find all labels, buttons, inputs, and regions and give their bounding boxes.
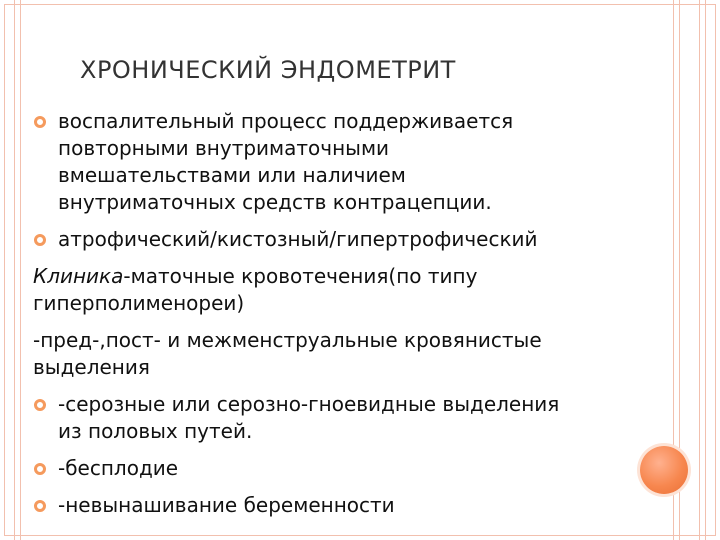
frame-line-left (14, 0, 15, 540)
bullet-text: повторными внутриматочными (58, 136, 390, 160)
bullet-continuation (33, 162, 663, 189)
orange-ring-bullet-icon (34, 500, 46, 512)
orange-ring-bullet-icon (34, 116, 46, 128)
clinic-text: -маточные кровотечения(по типу (123, 264, 478, 288)
plain-text: -пред-,пост- и межменструальные кровянистые (33, 328, 542, 352)
orange-ring-bullet-icon (34, 234, 46, 246)
bullet-line (33, 108, 663, 135)
plain-continuation (33, 354, 663, 381)
plain-text: выделения (33, 355, 150, 379)
bullet-continuation (33, 418, 663, 445)
frame-line-right (705, 0, 706, 540)
clinic-label: Клиника (33, 264, 124, 288)
bullet-line (33, 391, 663, 418)
orange-ring-bullet-icon (34, 463, 46, 475)
bullet-text: -серозные или серозно-гноевидные выделения (58, 392, 560, 416)
bullet-text: атрофический/кистозный/гипертрофический (58, 227, 538, 251)
bullet-line (33, 226, 663, 253)
bullet-text: -бесплодие (58, 456, 179, 480)
bullet-line (33, 455, 663, 482)
clinic-line (33, 263, 663, 290)
bullet-continuation (33, 189, 663, 216)
slide-title: ХРОНИЧЕСКИЙ ЭНДОМЕТРИТ (80, 56, 456, 84)
bullet-text: воспалительный процесс поддерживается (58, 109, 514, 133)
bullet-text: вмешательствами или наличием (58, 163, 406, 187)
bullet-text: -невынашивание беременности (58, 493, 395, 517)
frame-line-left (20, 0, 21, 540)
bullet-line (33, 492, 663, 519)
bullet-continuation (33, 135, 663, 162)
plain-line (33, 327, 663, 354)
bullet-text: внутриматочных средств контрацепции. (58, 190, 492, 214)
orange-ring-bullet-icon (34, 399, 46, 411)
frame-line-right (699, 0, 700, 540)
slide-content (33, 108, 663, 519)
clinic-continuation (33, 290, 663, 317)
clinic-text: гиперполименореи) (33, 291, 245, 315)
bullet-text: из половых путей. (58, 419, 253, 443)
